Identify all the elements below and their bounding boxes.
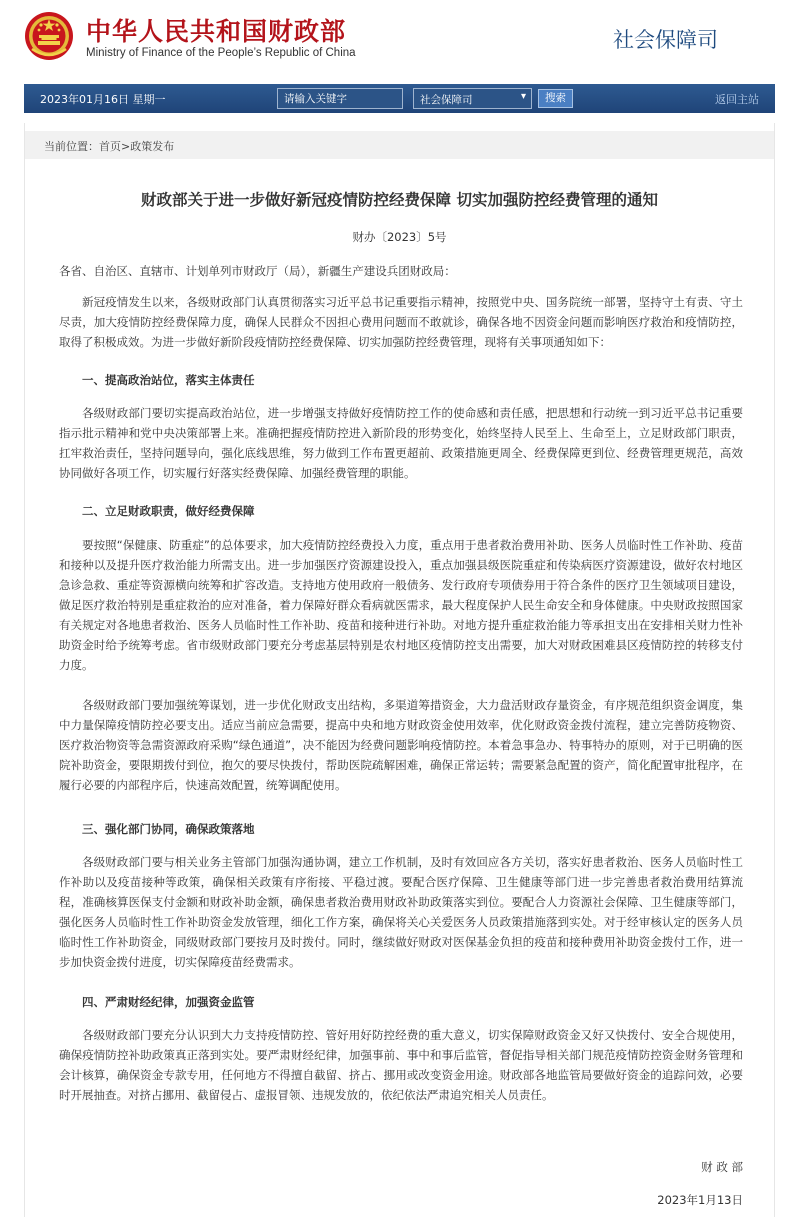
section-4-paragraph: 各级财政部门要充分认识到大力支持疫情防控、管好用好防控经费的重大意义，切实保障财政资金又好又快拨付、安全合规使用，确保疫情防控补助政策真正落到实处。要严肃财经纪律，加强事前、事中和事后监管，督促指导相关部门规范疫情防控资金财务管理和会计核算，确保资金专款专用，任何地方不得擅自截留、挤占、挪用或改变资金用途。财政部各地监管局要做好资金的追踪问效，必要时开展抽查。对挤占挪用、截留侵占、虚报冒领、违规发放的，依纪依法严肃追究相关人员责任。 xyxy=(59,1028,743,1102)
document-number: 财办〔2023〕5号 xyxy=(352,230,447,244)
section-2-paragraph-2: 各级财政部门要加强统筹谋划，进一步优化财政支出结构，多渠道筹措资金，大力盘活财政存量资金，有序规范组织资金调度，集中力量保障疫情防控必要支出。适应当前应急需要，提高中央和地方财政资金使用效率，优化财政资金拨付流程，建立完善防疫物资、医疗救治物资等急需资源政府采购“绿色通道”，决不能因为经费问题影响疫情防控。本着急事急办、特事特办的原则，对于已明确的医院补助资金，要限期拨付到位，抱欠的要尽快拨付，帮助医院疏解困难，确保正常运转；需要紧急配置的资产，简化配置审批程序，在履行必要的内部程序后，快速高效配置，统筹调配使用。 xyxy=(59,698,743,792)
national-emblem-icon xyxy=(24,9,74,63)
breadcrumb-separator: > xyxy=(121,140,131,153)
chevron-down-icon: ▾ xyxy=(520,91,526,102)
section-2-paragraph-1: 要按照“保健康、防重症”的总体要求，加大疫情防控经费投入力度，重点用于患者救治费用补助、医务人员临时性工作补助、疫苗和接种以及提升医疗救治能力所需支出。进一步加强医疗资源建设投入，重点加强县级医院重症和传染病医疗资源建设，做好农村地区急诊急救、重症等资源横向统筹和扩容改造。支持地方使用政府一般债务、发行政府专项债券用于符合条件的医疗卫生领域项目建设，做足医疗救治特别是重症救治的应对准备，着力保障好群众看病就医需求，最大程度保护人民生命安全和身体健康。中央财政按照国家有关规定对各地患者救治、医务人员临时性工作补助、疫苗和接种进行补助。对地方提升重症救治能力等承担支出在安排相关财力性补助资金时给予统筹考虑。省市级财政部门要充分考虑基层特别是农村地区疫情防控支出需要，加大对财政困难县区疫情防控的转移支付力度。 xyxy=(59,538,743,672)
section-3-heading: 三、强化部门协同，确保政策落地 xyxy=(82,822,255,836)
top-navbar xyxy=(24,84,775,113)
section-3-paragraph: 各级财政部门要与相关业务主管部门加强沟通协调，建立工作机制，及时有效回应各方关切，落实好患者救治、医务人员临时性工作补助以及疫苗接种等政策，确保相关政策有序衔接、平稳过渡。要配合医疗保障、卫生健康等部门进一步完善患者救治费用结算流程，准确核算医保支付金额和财政补助金额，确保患者救治费用财政补助政策落实到位。要配合人力资源社会保障、卫生健康等部门，强化医务人员临时性工作补助资金发放管理，细化工作方案，确保将关心关爱医务人员政策措施落到实处。对于经审核认定的医务人员临时性工作补助资金，同级财政部门要按月及时拨付。同时，继续做好财政对医保基金负担的疫苗和接种费用补助资金拨付工作，进一步加快资金拨付进度，切实保障疫苗经费需求。 xyxy=(59,855,743,969)
department-name: 社会保障司 xyxy=(613,28,718,52)
intro-paragraph: 新冠疫情发生以来，各级财政部门认真贯彻落实习近平总书记重要指示精神，按照党中央、国务院统一部署，坚持守土有责、守土尽责，加大疫情防控经费保障力度，确保人民群众不因担心费用问题而不敢就诊，确保各地不因资金问题而影响医疗救治和疫情防控，取得了积极成效。为进一步做好新阶段疫情防控经费保障、切实加强防控经费管理，现将有关事项通知如下： xyxy=(59,295,743,349)
breadcrumb-prefix: 当前位置： xyxy=(44,140,99,153)
search-button[interactable]: 搜索 xyxy=(538,89,573,108)
breadcrumb-current-link[interactable]: 政策发布 xyxy=(130,140,175,153)
department-select-value: 社会保障司 xyxy=(420,94,473,106)
department-select[interactable] xyxy=(413,88,532,109)
ministry-name-en: Ministry of Finance of the People’s Republic of China xyxy=(86,47,356,59)
section-1-heading: 一、提高政治站位，落实主体责任 xyxy=(82,373,255,387)
site-header xyxy=(0,0,798,76)
current-date: 2023年01月16日 星期一 xyxy=(40,93,166,106)
section-1-paragraph: 各级财政部门要切实提高政治站位，进一步增强支持做好疫情防控工作的使命感和责任感，把思想和行动统一到习近平总书记重要指示批示精神和党中央决策部署上来。准确把握疫情防控进入新阶段的形势变化，始终坚持人民至上、生命至上，立足财政部门职责，扛牢救治责任，坚持问题导向，强化底线思维，努力做到工作布置更超前、政策措施更周全、经费保障更到位、经费管理更规范，高效协同做好各项工作，切实履行好落实经费保障、加强经费管理的职能。 xyxy=(59,406,743,480)
breadcrumb-home-link[interactable]: 首页 xyxy=(99,140,121,153)
main-content xyxy=(24,123,775,1217)
back-to-main-site-link[interactable]: 返回主站 xyxy=(715,93,759,106)
ministry-name-cn: 中华人民共和国财政部 xyxy=(86,17,347,46)
document-title: 财政部关于进一步做好新冠疫情防控经费保障 切实加强防控经费管理的通知 xyxy=(141,191,658,209)
signature: 财 政 部 xyxy=(701,1160,743,1174)
breadcrumb xyxy=(25,131,774,159)
section-2-heading: 二、立足财政职责，做好经费保障 xyxy=(82,504,255,518)
section-4-heading: 四、严肃财经纪律，加强资金监管 xyxy=(82,995,255,1009)
addressee: 各省、自治区、直辖市、计划单列市财政厅（局），新疆生产建设兵团财政局： xyxy=(59,264,456,278)
search-input[interactable] xyxy=(277,88,403,109)
document-date: 2023年1月13日 xyxy=(657,1193,743,1207)
